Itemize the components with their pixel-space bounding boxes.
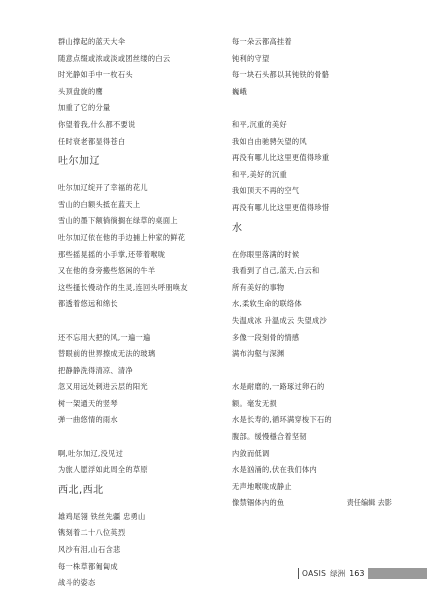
poem-line: 额。毫发无损: [232, 398, 277, 408]
poem-line: 钝利的守望: [232, 53, 270, 63]
stanza-gap: [58, 429, 218, 446]
poem-line: 为旅人愿浮如此周全的草原: [58, 465, 148, 475]
stanza-gap: [58, 313, 218, 330]
poem-line: 水是长寿的,循环满穿梭下石的: [232, 415, 332, 425]
poem-line: 吐尔加辽绽开了幸福的花儿: [58, 183, 148, 193]
poem-line: 镌刻着二十八位英烈: [58, 528, 126, 538]
poem-line: 在你眼里落满的时候: [232, 249, 300, 259]
intro-stanza: [58, 34, 218, 150]
right-column: [232, 34, 392, 512]
footer-divider: [298, 568, 299, 579]
turgaliao-stanza-3: [58, 446, 218, 479]
poem-line: 都透着悠远和绵长: [58, 299, 118, 309]
poem-line: 水,柔软生命的联络体: [232, 299, 302, 309]
northwest-stanza: [58, 509, 218, 592]
poem-line: 多像一段刻骨的情感: [232, 332, 300, 342]
poem-line: 风沙有泪,山石含悲: [58, 545, 121, 555]
poem-line: 把静静洗得清凉、清净: [58, 365, 133, 375]
poem-line: 和平,美好的沉重: [232, 169, 287, 179]
poem-line: 群山撑起的蓝天大伞: [58, 37, 126, 46]
northwest-stanza-cont-2: [232, 117, 392, 217]
responsible-editor: 责任编辑 去影: [346, 498, 392, 507]
poem-line: 雪山的墨下额徜徜搁在绿草的桌面上: [58, 216, 178, 226]
poem-line: 水是耐磨的,一路琢过卵石的: [232, 382, 325, 392]
poem-line: 随意点缀或浓或淡或团丝缕的白云: [58, 53, 171, 63]
water-stanza-1: [232, 247, 392, 363]
poem-line: 忽又用远处刺进云层的阳光: [58, 382, 148, 392]
poem-line: 我看到了自己,蓝天,白云和: [232, 266, 320, 276]
poem-line: 满布沟壑与深渊: [232, 349, 285, 359]
poem-line: 和平,沉重的美好: [232, 119, 287, 129]
poem-line: 无声地喉咙成静止: [232, 481, 292, 491]
poem-line: 再没有哪儿比这里更值得珍惜: [232, 202, 330, 212]
turgaliao-stanza-2: [58, 330, 218, 430]
poem-title-turgaliao: 吐尔加辽: [58, 156, 100, 168]
poem-line: 像禁锢体内的鱼: [232, 498, 285, 508]
poem-line: 任时衰老都显得苍白: [58, 136, 126, 146]
poem-line: 加重了它的分量: [58, 103, 111, 113]
poem-line: 头顶盘旋的鹰: [58, 86, 103, 96]
footer-bar: [368, 568, 427, 579]
poem-line: 腹部。缓慢穩合着坚韧: [232, 432, 307, 442]
poem-title-northwest: 西北,西北: [58, 484, 104, 496]
poem-line: 啊,吐尔加辽,没见过: [58, 448, 124, 458]
poem-line: 失温成冰 升温成云 失望成沙: [232, 315, 328, 325]
poem-line: 树一架通天的竖琴: [58, 398, 118, 408]
left-column: [58, 34, 218, 592]
poem-line: 每一朵云都高挂着: [232, 37, 292, 46]
poem-line: 战斗的姿态: [58, 578, 96, 588]
poem-line: 每一块石头都以其钝铁的骨骼: [232, 70, 330, 80]
poem-line: 我如自由驰骋矢望的风: [232, 136, 307, 146]
poem-line: 雪山的白额头抵在蓝天上: [58, 199, 141, 209]
poem-line: 每一株草都匍匐成: [58, 561, 118, 571]
poem-line: 我如顶天不再的空气: [232, 186, 300, 196]
poem-line: 内敛而低调: [232, 448, 270, 458]
poem-line: 替眼前的世界擦成无法的玻璃: [58, 349, 156, 359]
page-footer: [298, 565, 427, 581]
poem-line: 还不忘用大把的风,一遍一遍: [58, 332, 151, 342]
poem-line: 这些搔长慢动作的生灵,连回头呼朋唤友: [58, 282, 188, 292]
poem-line: 又在他的身旁搬些悠闲的牛羊: [58, 266, 156, 276]
poem-line: 水是汹涌的,伏在我们体内: [232, 465, 317, 475]
poem-line: 巍峨: [232, 86, 247, 96]
poem-line: 雄鸡尾翎 铁丝先疆 忠勇山: [58, 511, 146, 521]
poem-line: 所有美好的事物: [232, 282, 285, 292]
magazine-brand: OASIS: [302, 568, 327, 578]
poem-line: 再没有哪儿比这里更值得珍重: [232, 153, 330, 163]
water-stanza-2: [232, 379, 392, 512]
poem-line: 弹一曲悠情的雨水: [58, 415, 118, 425]
magazine-brand-cn: 绿洲: [330, 568, 346, 578]
turgaliao-stanza-1: [58, 180, 218, 313]
page-number: 163: [349, 568, 365, 578]
poem-line: 你望着我,什么都不要说: [58, 119, 136, 129]
stanza-gap: [232, 363, 392, 380]
poem-line: 吐尔加辽依在他的手边捕上仲家的鲜花: [58, 232, 186, 242]
northwest-stanza-cont-1: [232, 34, 392, 100]
stanza-gap: [232, 100, 392, 117]
poem-line: 那些摇晃摇的小手掌,还带着喉咙: [58, 249, 166, 259]
poem-title-water: 水: [232, 222, 243, 234]
poem-line: 时光静如手中一枚石头: [58, 70, 133, 80]
